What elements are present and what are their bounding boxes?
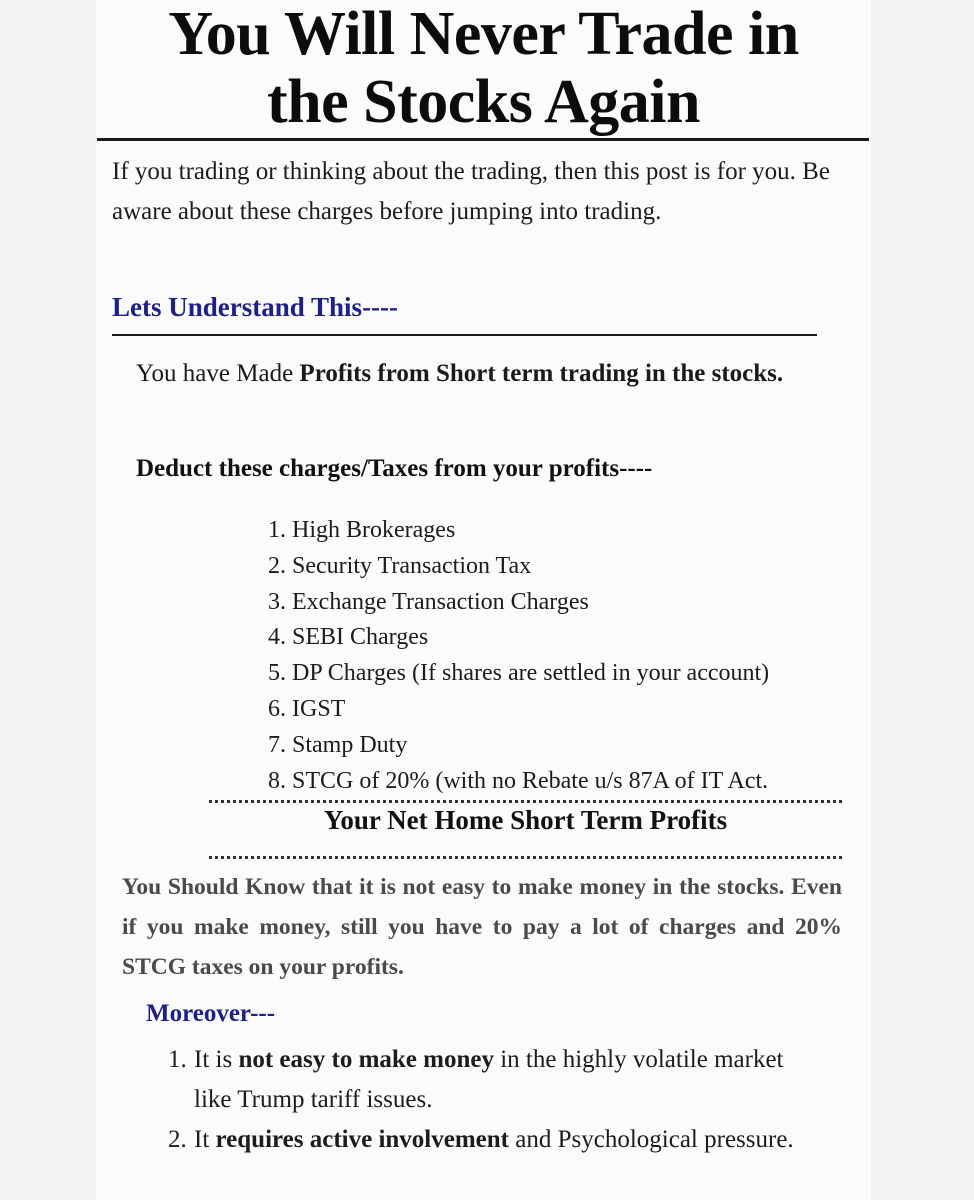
list-item: [268, 620, 769, 656]
list-item: [268, 585, 769, 621]
profits-paragraph: [136, 354, 836, 394]
list-item: [268, 764, 769, 800]
list-item: [268, 549, 769, 585]
list-item-number: 1.: [168, 1046, 187, 1073]
list-item-number: 7.: [268, 731, 286, 758]
item-pre-text: It: [194, 1126, 216, 1153]
item-bold-text: requires active involvement: [215, 1126, 510, 1153]
list-item-number: 1.: [268, 517, 286, 543]
list-item-text: Exchange Transaction Charges: [292, 588, 589, 615]
title-line-2: the Stocks Again: [267, 68, 700, 136]
item-post-text: in the highly volatile market like Trump tariff issues.: [194, 1046, 784, 1113]
list-item-text: IGST: [292, 695, 346, 722]
section-heading: Lets Understand This----: [112, 292, 399, 322]
list-item-number: 6.: [268, 695, 286, 722]
list-item-text: [194, 1040, 818, 1120]
list-item-text: DP Charges (If shares are settled in your account): [292, 660, 770, 687]
item-pre-text: It is: [194, 1046, 239, 1073]
item-bold-text: not easy to make money: [238, 1046, 494, 1073]
profits-prefix: You have Made: [136, 360, 300, 387]
list-item-number: 4.: [268, 624, 286, 651]
list-item-text: Stamp Duty: [292, 731, 408, 758]
moreover-list: [168, 1040, 818, 1160]
charges-list: [268, 513, 769, 799]
know-paragraph: You Should Know that it is not easy to make money in the stocks. Even if you make money, still you have to pay a lot of charges and 20% STCG taxes on your profits.: [122, 874, 842, 980]
list-item: [268, 513, 769, 549]
dotted-divider-bottom: [209, 856, 842, 859]
page-title: [96, 0, 871, 136]
list-item-text: High Brokerages: [292, 517, 456, 543]
intro-paragraph: If you trading or thinking about the trading, then this post is for you. Be aware about these charges before jumping into trading.: [112, 158, 830, 225]
moreover-heading: Moreover---: [146, 1000, 276, 1027]
list-item-number: 2.: [168, 1126, 187, 1153]
section-divider: [112, 334, 817, 336]
list-item: [168, 1120, 818, 1160]
profits-bold: Profits from Short term trading in the stocks.: [299, 360, 784, 387]
list-item-text: SEBI Charges: [292, 624, 429, 651]
list-item-number: 3.: [268, 588, 286, 615]
title-line-1: You Will Never Trade in: [168, 0, 799, 68]
list-item-text: [194, 1120, 794, 1160]
list-item: [268, 656, 769, 692]
list-item-number: 8.: [268, 767, 286, 794]
dotted-divider-top: [209, 800, 842, 803]
list-item: [268, 692, 769, 728]
deduct-heading: Deduct these charges/Taxes from your profits----: [136, 455, 653, 482]
list-item-number: 2.: [268, 552, 286, 579]
title-divider: [97, 138, 869, 141]
list-item-text: Security Transaction Tax: [292, 552, 532, 579]
item-post-text: and Psychological pressure.: [509, 1126, 794, 1153]
list-item-number: 5.: [268, 660, 286, 687]
list-item: [168, 1040, 818, 1120]
list-item: [268, 728, 769, 764]
net-profits-heading: Your Net Home Short Term Profits: [323, 805, 728, 835]
list-item-text: STCG of 20% (with no Rebate u/s 87A of IT Act.: [292, 767, 769, 794]
